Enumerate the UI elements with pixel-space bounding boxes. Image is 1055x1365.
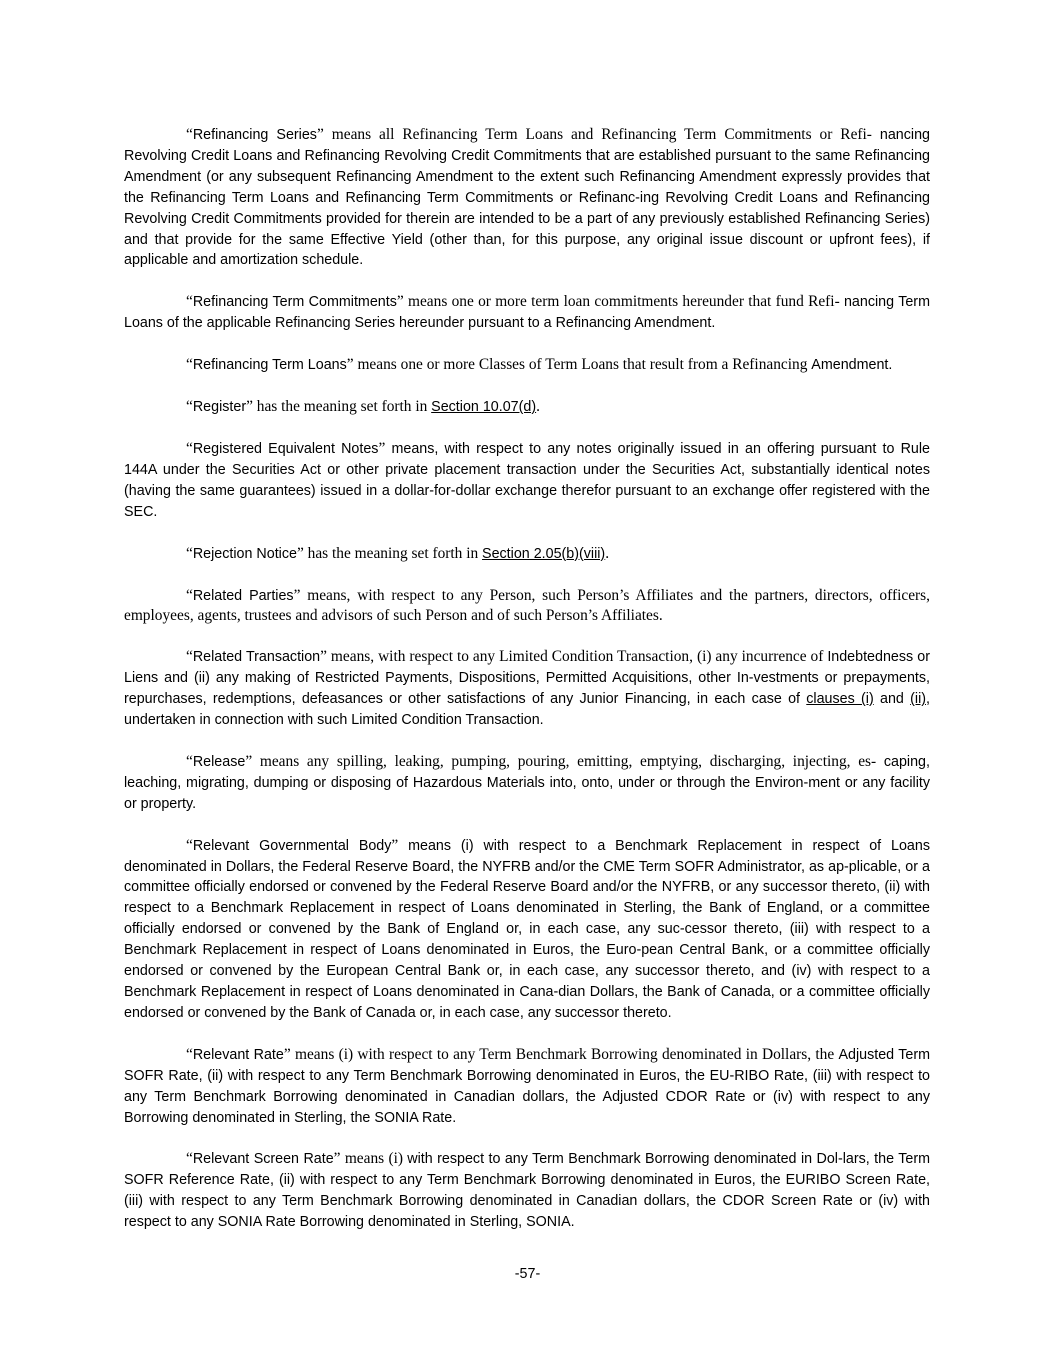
defined-term: Relevant Governmental Body (192, 837, 392, 854)
defined-term: Relevant Screen Rate (192, 1151, 334, 1168)
definition-register: “Register” has the meaning set forth in Section 10.07(d). (186, 398, 540, 416)
defined-term: Rejection Notice (192, 545, 297, 562)
defined-term: Registered Equivalent Notes (192, 440, 379, 457)
defined-term: Register (192, 399, 247, 416)
defined-term: Release (192, 753, 246, 770)
defined-term: Refinancing Series (192, 127, 317, 143)
section-reference-link: Section 10.07(d) (431, 399, 537, 416)
definition-rejection-notice: “Rejection Notice” has the meaning set forth in Section 2.05(b)(viii). (186, 544, 610, 562)
section-reference-link: Section 2.05(b)(viii) (482, 545, 606, 562)
definition-release: “Release” means any spilling, leaking, pumping, pouring, emitting, emptying, discharging, injecting, es- caping, leaching, migrating, dumping or disposing of Hazardous Materials into, onto, under or through the Environ-ment or any facility or property. (124, 752, 930, 812)
defined-term: Relevant Rate (192, 1046, 284, 1063)
defined-term: Related Transaction (192, 649, 321, 666)
definition-refinancing-term-commitments: “Refinancing Term Commitments” means one or more term loan commitments hereunder that fund Refi- nancing Term Loans of the applicable Refinancing Series hereunder pursuant to a Refinancing Amendment. (124, 293, 930, 332)
document-page (124, 125, 930, 1254)
definition-registered-equivalent-notes: “Registered Equivalent Notes” means, with respect to any notes originally issued in an offering pursuant to Rule 144A under the Securities Act or other private placement transaction under the Securities Act, substantially identical notes (having the same guarantees) issued in a dollar-for-dollar exchange therefor pursuant to an exchange offer registered with the SEC. (124, 439, 931, 520)
definition-related-parties: “Related Parties” means, with respect to any Person, such Person’s Affiliates and the partners, directors, officers, employees, agents, trustees and advisors of such Person and of such Person’s Affiliates. (124, 586, 930, 625)
clause-reference: clauses (i) (806, 691, 874, 708)
definition-related-transaction: “Related Transaction” means, with respect to any Limited Condition Transaction, (i) any incurrence of Indebtedness or Liens and (ii) any making of Restricted Payments, Dispositions, Permitted Acquisitions, other In-vestments or prepayments, repurchases, redemptions, defeasances or other satisfactions of any Junior Financing, in each case of clauses (i) and (ii), undertaken in connection with such Limited Condition Transaction. (124, 648, 930, 729)
page-number: -57- (514, 1266, 541, 1282)
clause-reference: (ii) (910, 691, 927, 708)
defined-term: Related Parties (192, 587, 294, 604)
definition-refinancing-series: “Refinancing Series” means all Refinancing Term Loans and Refinancing Term Commitments or Refi- nancing Revolving Credit Loans and Refinancing Revolving Credit Commitments that are established pursuant to the same Refinancing Amendment (or any subsequent Refinancing Amendment to the extent such Refinancing Amendment expressly provides that the Refinancing Term Loans and Refinancing Term Commitments or Refinanc-ing Revolving Credit Loans and Refinancing Revolving Credit Commitments provided for therein are intended to be a part of any previously established Refinancing Series) and that provide for the same Effective Yield (other than, for this purpose, any original issue discount or upfront fees), if applicable and amortization schedule. (124, 126, 930, 269)
definition-relevant-screen-rate: “Relevant Screen Rate” means (i) with respect to any Term Benchmark Borrowing denominated in Dol-lars, the Term SOFR Reference Rate, (ii) with respect to any Term Benchmark Borrowing denominated in Euros, the EURIBO Screen Rate, (iii) with respect to any Term Benchmark Borrowing denominated in Canadian dollars, the CDOR Screen Rate or (iv) with respect to any SONIA Rate Borrowing denominated in Sterling, SONIA. (124, 1150, 930, 1231)
defined-term: Refinancing Term Commitments (192, 294, 397, 311)
definition-relevant-rate: “Relevant Rate” means (i) with respect to any Term Benchmark Borrowing denominated in Dollars, the Adjusted Term SOFR Rate, (ii) with respect to any Term Benchmark Borrowing denominated in Euros, the EU-RIBO Rate, (iii) with respect to any Term Benchmark Borrowing denominated in Canadian dollars, the Adjusted CDOR Rate or (iv) with respect to any Borrowing denominated in Sterling, the SONIA Rate. (124, 1045, 930, 1126)
defined-term: Refinancing Term Loans (192, 357, 347, 374)
definition-refinancing-term-loans: “Refinancing Term Loans” means one or more Classes of Term Loans that result from a Refinancing Amendment. (186, 356, 893, 374)
definition-relevant-governmental-body: “Relevant Governmental Body” means (i) with respect to a Benchmark Replacement in respect of Loans denominated in Dollars, the Federal Reserve Board, the NYFRB and/or the CME Term SOFR Administrator, as ap-plicable, or a committee officially endorsed or convened by the Federal Reserve Board and/or the NYFRB, or any successor thereto, (ii) with respect to a Benchmark Replacement in respect of Loans denominated in Sterling, the Bank of England, or a committee officially endorsed or convened by the Bank of England or, in each case, any suc-cessor thereto, (iii) with respect to a Benchmark Replacement in respect of Loans denominated in Euros, the Euro-pean Central Bank, or a committee officially endorsed or convened by the European Central Bank or, in each case, any successor thereto, and (iv) with respect to a Benchmark Replacement in respect of Loans denominated in Cana-dian Dollars, the Bank of Canada, or a committee officially endorsed or convened by the Bank of Canada or, in each case, any successor thereto. (124, 836, 930, 1021)
